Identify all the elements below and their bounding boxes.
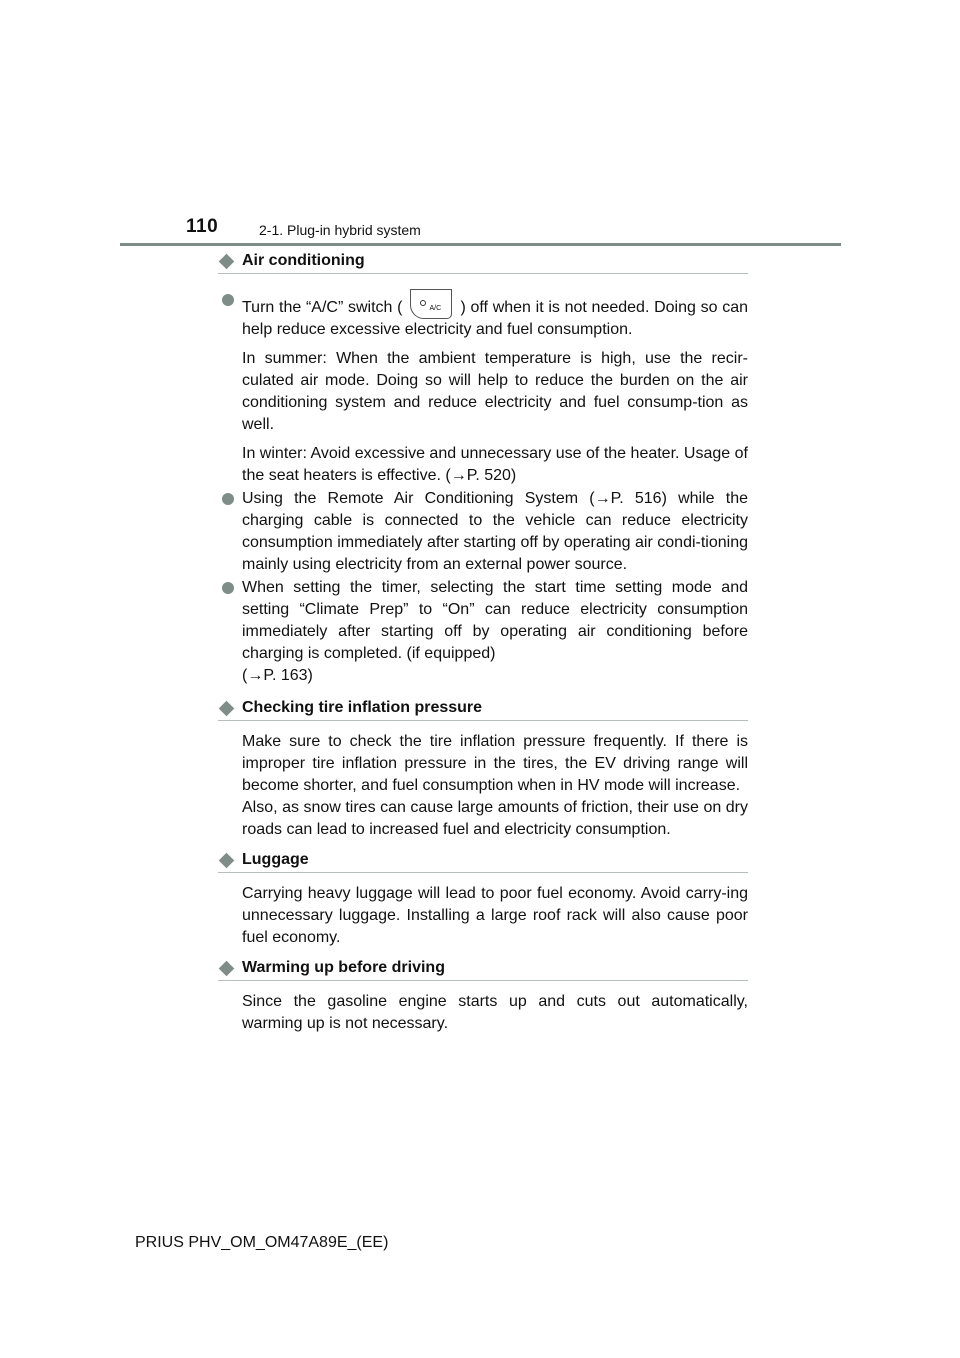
paragraph: Since the gasoline engine starts up and cuts out automatically, warming up is not necessary.: [242, 993, 748, 1032]
tire-body: [218, 731, 748, 841]
paragraph: Also, as snow tires can cause large amounts of friction, their use on dry roads can lead to increased fuel and electricity consumption.: [242, 799, 748, 838]
section-label: 2-1. Plug-in hybrid system: [259, 222, 421, 238]
heading-text: Checking tire inflation pressure: [242, 699, 483, 716]
heading-tire-pressure: [218, 699, 748, 721]
diamond-bullet-icon: [219, 960, 235, 976]
header-divider: [120, 243, 841, 246]
ac-switch-label: A/C: [429, 305, 442, 312]
diamond-bullet-icon: [219, 700, 235, 716]
heading-air-conditioning: [218, 252, 748, 274]
heading-luggage: [218, 851, 748, 873]
bullet-dot-icon: [222, 582, 234, 594]
bullet-text-tail: ) off when it is not needed. Doing so can help reduce excessive electricity and fuel consumption.: [242, 299, 749, 338]
paragraph: Carrying heavy luggage will lead to poor fuel economy. Avoid carry-ing unnecessary luggage. Installing a large roof rack will also cause poor fuel economy.: [242, 885, 748, 946]
heading-text: Luggage: [242, 851, 309, 868]
warmup-body: [218, 991, 748, 1035]
page-content: [218, 252, 748, 1035]
paragraph: Make sure to check the tire inflation pressure frequently. If there is improper tire inflation pressure in the tires, the EV driving range will become shorter, and fuel consumption when in HV mode will increase.: [242, 733, 748, 794]
bullet-text-lead: Turn the “A/C” switch (: [242, 299, 403, 316]
list-item: [242, 289, 748, 487]
list-item: [242, 488, 748, 576]
air-conditioning-body: [218, 289, 748, 687]
page-number: 110: [186, 216, 219, 237]
heading-text: Warming up before driving: [242, 959, 445, 976]
list-item: [242, 577, 748, 687]
indicator-light-icon: [420, 300, 426, 306]
bullet-text: Using the Remote Air Conditioning System (→P. 516) while the charging cable is connected to the vehicle can reduce electricity consumption immediately after starting off by operating air condi-tioning mainly using electricity from an external power source.: [242, 490, 748, 573]
diamond-bullet-icon: [219, 253, 235, 269]
summer-note: In summer: When the ambient temperature is high, use the recir-culated air mode. Doing so will help to reduce the burden on the air conditioning system and reduce electricity and fuel consump-tion as well.: [242, 350, 748, 433]
bullet-dot-icon: [222, 493, 234, 505]
heading-warming-up: [218, 959, 748, 981]
luggage-body: [218, 883, 748, 949]
bullet-text: When setting the timer, selecting the start time setting mode and setting “Climate Prep” to “On” can reduce electricity consumption immediately after starting off by operating air conditioning before charging is completed. (if equipped): [242, 579, 748, 662]
page-reference: (→P. 163): [242, 667, 313, 684]
bullet-dot-icon: [222, 294, 234, 306]
winter-note: In winter: Avoid excessive and unnecessary use of the heater. Usage of the seat heaters is effective. (→P. 520): [242, 445, 748, 484]
ac-switch-icon: [410, 289, 452, 319]
document-code: PRIUS PHV_OM_OM47A89E_(EE): [135, 1234, 389, 1251]
heading-text: Air conditioning: [242, 252, 365, 269]
diamond-bullet-icon: [219, 852, 235, 868]
